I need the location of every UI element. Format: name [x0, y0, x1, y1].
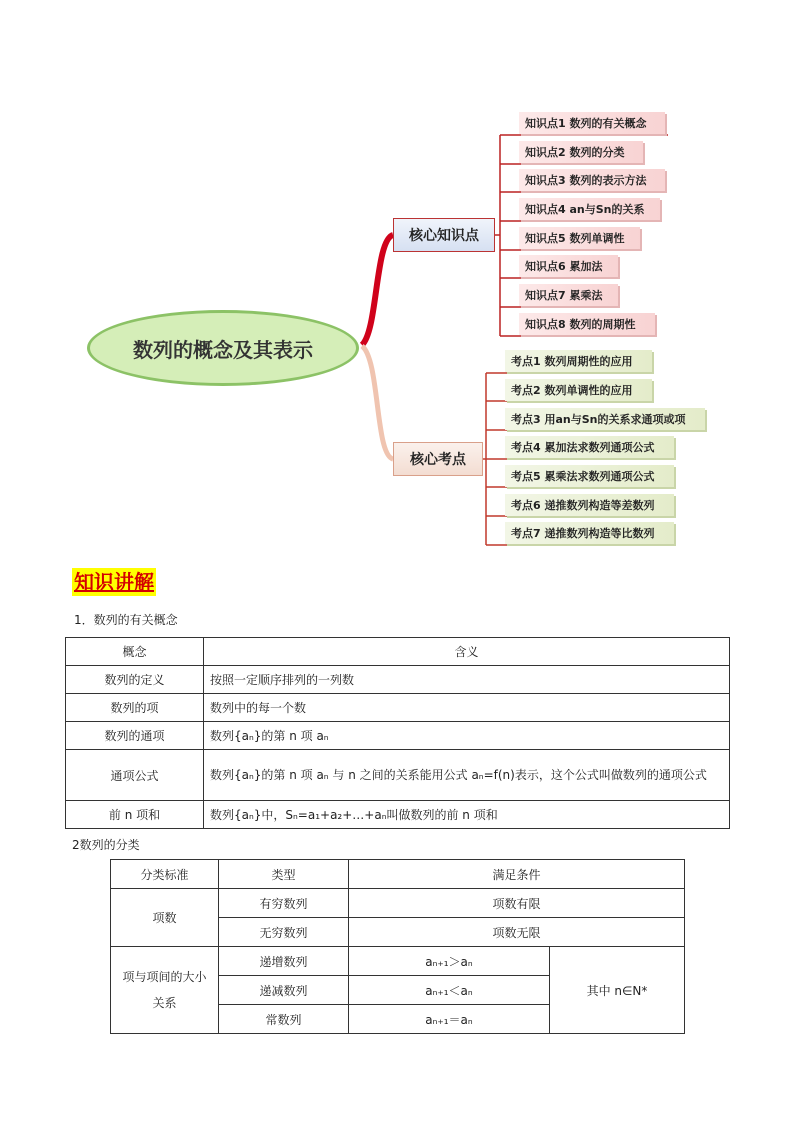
exam-point-item: 考点4 累加法求数列通项公式	[505, 436, 674, 458]
knowledge-item: 知识点7 累乘法	[519, 284, 618, 306]
condition-cell: 项数无限	[349, 918, 685, 947]
exam-point-item: 考点3 用an与Sn的关系求通项或项	[505, 408, 705, 430]
knowledge-item: 知识点8 数列的周期性	[519, 313, 655, 335]
table-row	[111, 889, 685, 918]
group-cell: 项数	[111, 889, 219, 947]
knowledge-item: 知识点5 数列单调性	[519, 227, 640, 249]
exam-point-item: 考点1 数列周期性的应用	[505, 350, 652, 372]
table-row	[66, 722, 730, 750]
type-cell: 递增数列	[219, 947, 349, 976]
heading-classification: 2数列的分类	[72, 838, 140, 852]
connector-root-knowledge	[362, 235, 393, 345]
table-header-row	[111, 860, 685, 889]
condition-cell: aₙ₊₁＝aₙ	[349, 1005, 550, 1034]
knowledge-item: 知识点2 数列的分类	[519, 141, 643, 163]
knowledge-item: 知识点4 an与Sn的关系	[519, 198, 660, 220]
meaning-cell: 数列{aₙ}的第 n 项 aₙ	[204, 722, 730, 750]
header-cell: 概念	[66, 638, 204, 666]
note-cell: 其中 n∈N*	[550, 947, 685, 1034]
table-row	[111, 947, 685, 976]
meaning-cell: 数列中的每一个数	[204, 694, 730, 722]
knowledge-item: 知识点6 累加法	[519, 255, 618, 277]
mindmap-root: 数列的概念及其表示	[87, 310, 359, 386]
branch-core-knowledge: 核心知识点	[393, 218, 495, 252]
term-cell: 通项公式	[66, 750, 204, 801]
table-row	[66, 750, 730, 801]
exam-point-item: 考点2 数列单调性的应用	[505, 379, 652, 401]
table-header-row	[66, 638, 730, 666]
term-cell: 数列的定义	[66, 666, 204, 694]
table-row	[66, 694, 730, 722]
type-cell: 递减数列	[219, 976, 349, 1005]
header-cell: 满足条件	[349, 860, 685, 889]
meaning-cell: 数列{aₙ}中，Sₙ=a₁+a₂+…+aₙ叫做数列的前 n 项和	[204, 801, 730, 829]
header-cell: 分类标准	[111, 860, 219, 889]
term-cell: 数列的项	[66, 694, 204, 722]
concept-table	[65, 637, 730, 829]
term-cell: 前 n 项和	[66, 801, 204, 829]
heading-concepts: 1．数列的有关概念	[74, 613, 178, 627]
meaning-cell: 按照一定顺序排列的一列数	[204, 666, 730, 694]
connector-root-points	[362, 346, 393, 459]
header-cell: 含义	[204, 638, 730, 666]
term-cell: 数列的通项	[66, 722, 204, 750]
header-cell: 类型	[219, 860, 349, 889]
exam-point-item: 考点6 递推数列构造等差数列	[505, 494, 674, 516]
type-cell: 常数列	[219, 1005, 349, 1034]
knowledge-item: 知识点3 数列的表示方法	[519, 169, 665, 191]
mindmap-connectors	[0, 0, 794, 560]
table-row	[66, 801, 730, 829]
type-cell: 无穷数列	[219, 918, 349, 947]
knowledge-item: 知识点1 数列的有关概念	[519, 112, 665, 134]
meaning-cell: 数列{aₙ}的第 n 项 aₙ 与 n 之间的关系能用公式 aₙ=f(n)表示，这个公式叫做数列的通项公式	[204, 750, 730, 801]
condition-cell: 项数有限	[349, 889, 685, 918]
branch-core-exam-points: 核心考点	[393, 442, 483, 476]
exam-point-item: 考点5 累乘法求数列通项公式	[505, 465, 674, 487]
classification-table	[110, 859, 685, 1034]
type-cell: 有穷数列	[219, 889, 349, 918]
group-cell: 项与项间的大小关系	[111, 947, 219, 1034]
condition-cell: aₙ₊₁＜aₙ	[349, 976, 550, 1005]
table-row	[66, 666, 730, 694]
section-title: 知识讲解	[74, 570, 154, 594]
exam-point-item: 考点7 递推数列构造等比数列	[505, 522, 674, 544]
condition-cell: aₙ₊₁＞aₙ	[349, 947, 550, 976]
